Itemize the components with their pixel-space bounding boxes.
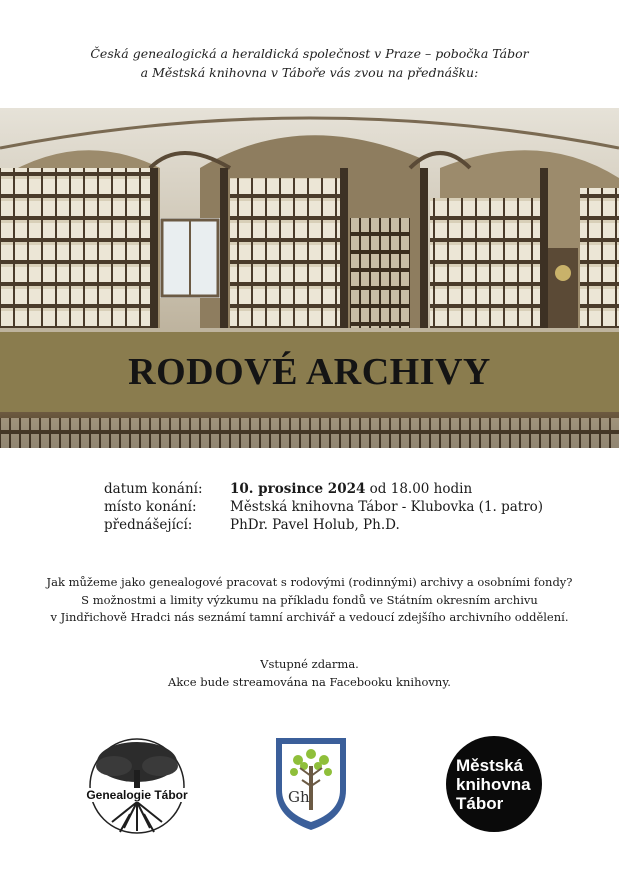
description-line-3: v Jindřichově Hradci nás seznámí tamní archivář a vedoucí zdejšího archivního oddělení. <box>50 610 569 624</box>
admission-free: Vstupné zdarma. <box>260 657 359 671</box>
lecture-description <box>0 574 619 627</box>
admission-note <box>0 656 619 691</box>
place-row <box>104 498 543 516</box>
event-details <box>104 480 543 534</box>
library-name-line-1: Městská <box>456 755 524 775</box>
shield-letters: Gh <box>288 788 310 806</box>
tree-roots-icon <box>84 736 190 836</box>
genealogie-tabor-label: Genealogie Tábor <box>84 788 190 802</box>
speaker-value: PhDr. Pavel Holub, Ph.D. <box>230 517 400 533</box>
intro-line-2: a Městská knihovna v Táboře vás zvou na přednášku: <box>140 65 479 80</box>
genealogie-tabor-logo <box>84 736 190 836</box>
place-label: místo konání: <box>104 499 197 515</box>
shield-icon <box>274 736 348 832</box>
invitation-intro <box>0 44 619 82</box>
library-name-line-3: Tábor <box>456 793 504 813</box>
description-line-2: S možnostmi a limity výzkumu na příkladu fondů ve Státním okresním archivu <box>81 592 538 607</box>
description-line-1: Jak můžeme jako genealogové pracovat s rodovými (rodinnými) archivy a osobními fondy? <box>46 575 573 589</box>
speaker-row <box>104 516 543 534</box>
date-label: datum konání: <box>104 481 203 497</box>
place-value: Městská knihovna Tábor - Klubovka (1. patro) <box>230 499 544 515</box>
title-band <box>0 332 619 412</box>
time-value: od 18.00 hodin <box>365 481 473 497</box>
lecture-title: RODOVÉ ARCHIVY <box>128 351 491 393</box>
heraldic-shield-logo <box>274 736 348 832</box>
date-value: 10. prosince 2024 <box>230 481 366 497</box>
mestska-knihovna-logo <box>446 736 542 832</box>
stream-note: Akce bude streamována na Facebooku knihovny. <box>168 674 451 689</box>
library-name-line-2: knihovna <box>456 774 531 794</box>
speaker-label: přednášející: <box>104 517 193 533</box>
intro-line-1: Česká genealogická a heraldická společnost v Praze – pobočka Tábor <box>90 46 529 61</box>
date-row <box>104 480 543 498</box>
